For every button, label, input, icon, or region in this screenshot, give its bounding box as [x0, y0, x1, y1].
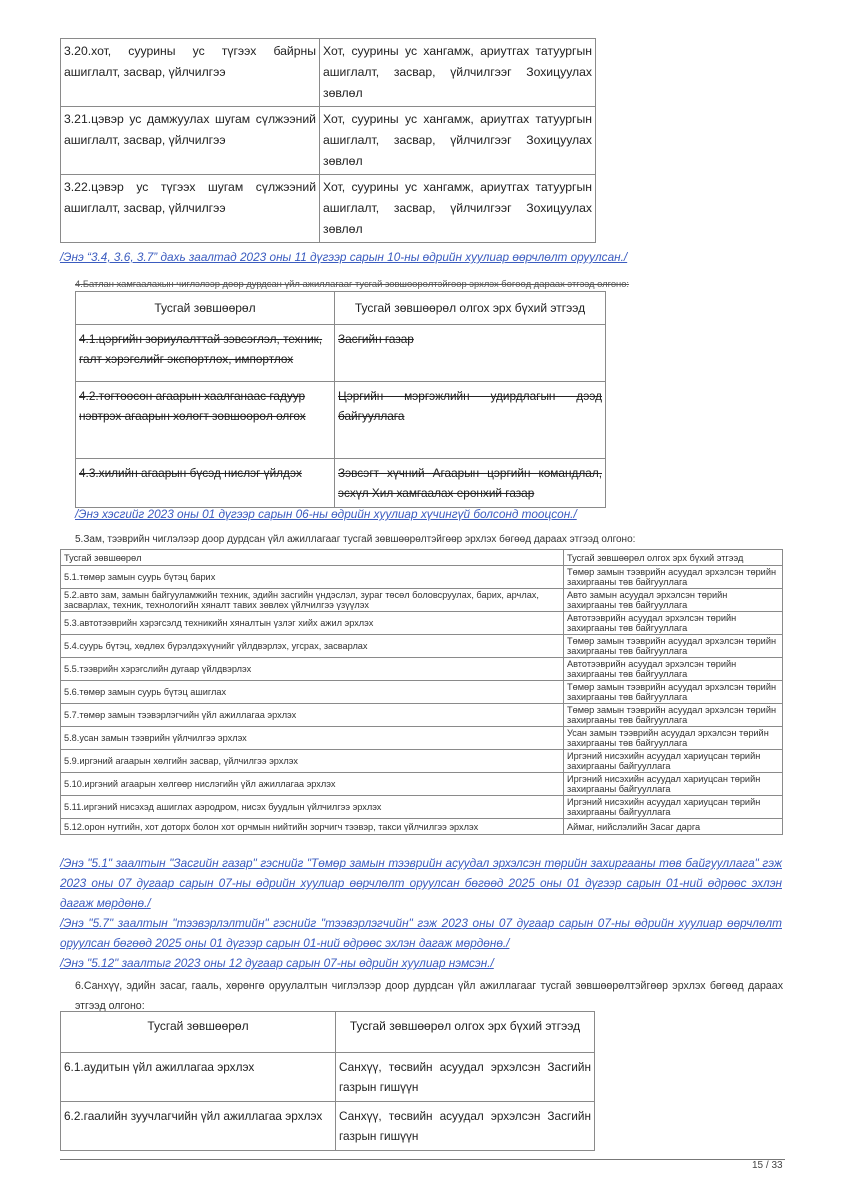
table-header-row — [61, 550, 783, 566]
section5-notes — [60, 853, 782, 973]
authority-cell: Иргэний нисэхийн асуудал хариуцсан төрийн захиргааны байгууллага — [564, 773, 783, 796]
table-row — [61, 1102, 595, 1151]
table-row — [76, 382, 606, 459]
table-row — [76, 459, 606, 508]
permit-cell: 5.10.иргэний агаарын хөлгөөр нислэгийн үйл ажиллагаа эрхлэх — [61, 773, 564, 796]
authority-cell: Төмөр замын тээврийн асуудал эрхэлсэн төрийн захиргааны төв байгууллага — [564, 704, 783, 727]
permit-cell: 6.1.аудитын үйл ажиллагаа эрхлэх — [61, 1053, 336, 1102]
table-row — [61, 819, 783, 835]
authority-cell: Төмөр замын тээврийн асуудал эрхэлсэн төрийн захиргааны төв байгууллага — [564, 635, 783, 658]
page-number: 15 / 33 — [752, 1160, 783, 1171]
section3-table — [60, 38, 596, 243]
table-row — [76, 325, 606, 382]
authority-cell: Хот, суурины ус хангамж, ариутгах татуургын ашиглалт, засвар, үйлчилгээг Зохицуулах зөвлөл — [320, 175, 596, 243]
column-header-authority: Тусгай зөвшөөрөл олгох эрх бүхий этгээд — [564, 550, 783, 566]
authority-cell: Иргэний нисэхийн асуудал хариуцсан төрийн захиргааны байгууллага — [564, 750, 783, 773]
authority-cell: Иргэний нисэхийн асуудал хариуцсан төрийн захиргааны байгууллага — [564, 796, 783, 819]
table-row — [61, 39, 596, 107]
permit-cell: 5.12.орон нутгийн, хот доторх болон хот орчмын нийтийн зорчигч тээвэр, такси үйлчилгээ эрхлэх — [61, 819, 564, 835]
permit-cell: 3.21.цэвэр ус дамжуулах шугам сүлжээний ашиглалт, засвар, үйлчилгээ — [61, 107, 320, 175]
permit-cell: 6.2.гаалийн зуучлагчийн үйл ажиллагаа эрхлэх — [61, 1102, 336, 1151]
permit-cell: 5.1.төмөр замын суурь бүтэц барих — [61, 566, 564, 589]
section4-intro: 4.Батлан хамгаалахын чиглэлээр доор дурдсан үйл ажиллагааг тусгай зөвшөөрөлтэйгөөр эрхлэх бөгөөд дараах этгээд олгоно: — [75, 278, 630, 289]
table-row — [61, 727, 783, 750]
table-row — [61, 566, 783, 589]
authority-cell: Хот, суурины ус хангамж, ариутгах татуургын ашиглалт, засвар, үйлчилгээг Зохицуулах зөвлөл — [320, 107, 596, 175]
section6-table — [60, 1011, 595, 1151]
authority-cell: Хот, суурины ус хангамж, ариутгах татуургын ашиглалт, засвар, үйлчилгээг Зохицуулах зөвлөл — [320, 39, 596, 107]
table-row — [61, 175, 596, 243]
permit-cell: 5.6.төмөр замын суурь бүтэц ашиглах — [61, 681, 564, 704]
permit-cell: 4.3.хилийн агаарын бүсэд нислэг үйлдэх — [76, 459, 335, 508]
authority-cell: Усан замын тээврийн асуудал эрхэлсэн төрийн захиргааны төв байгууллага — [564, 727, 783, 750]
permit-cell: 5.2.авто зам, замын байгууламжийн техник, эдийн засгийн үндэслэл, зураг төсөл боловсруулах, барих, арчлах, засварлах, техник, технологийн хяналт тавих зөвлөх үйлчилгээ үзүүлэх — [61, 589, 564, 612]
permit-cell: 4.2.тогтоосон агаарын хаалганаас гадуур нэвтрэх агаарын хөлөгт зөвшөөрөл олгох — [76, 382, 335, 459]
section5-table — [60, 549, 783, 835]
footer-divider — [60, 1159, 785, 1160]
authority-cell: Автотээврийн асуудал эрхэлсэн төрийн захиргааны төв байгууллага — [564, 612, 783, 635]
section4-table — [75, 291, 606, 508]
table-row — [61, 796, 783, 819]
column-header-authority: Тусгай зөвшөөрөл олгох эрх бүхий этгээд — [335, 292, 606, 325]
permit-cell: 5.8.усан замын тээврийн үйлчилгээ эрхлэх — [61, 727, 564, 750]
table-row — [61, 589, 783, 612]
permit-cell: 5.7.төмөр замын тээвэрлэгчийн үйл ажиллагаа эрхлэх — [61, 704, 564, 727]
permit-cell: 5.5.тээврийн хэрэгслийн дугаар үйлдвэрлэх — [61, 658, 564, 681]
table-header-row — [61, 1012, 595, 1053]
authority-cell: Зэвсэгт хүчний Агаарын цэргийн командлал, эсхүл Хил хамгаалах ерөнхий газар — [335, 459, 606, 508]
authority-cell: Авто замын асуудал эрхэлсэн төрийн захиргааны төв байгууллага — [564, 589, 783, 612]
authority-cell: Цэргийн мэргэжлийн удирдлагын дээд байгууллага — [335, 382, 606, 459]
authority-cell: Аймаг, нийслэлийн Засаг дарга — [564, 819, 783, 835]
column-header-permit: Тусгай зөвшөөрөл — [76, 292, 335, 325]
permit-cell: 5.11.иргэний нисэхэд ашиглах аэродром, нисэх буудлын үйлчилгээ эрхлэх — [61, 796, 564, 819]
table-row — [61, 681, 783, 704]
amendment-note-link[interactable]: /Энэ "5.1" заалтын "Засгийн газар" гэснийг "Төмөр замын тээврийн асуудал эрхэлсэн төрийн захиргааны төв байгууллага" гэж 2023 оны 07 дугаар сарын 07-ны өдрийн хуулиар өөрчлөлт оруулсан бөгөөд 2025 оны 01 дүгээр сарын 01-ний өдрөөс эхлэн дагаж мөрдөнө./ — [60, 856, 782, 910]
permit-cell: 3.22.цэвэр ус түгээх шугам сүлжээний ашиглалт, засвар, үйлчилгээ — [61, 175, 320, 243]
permit-cell: 5.4.суурь бүтэц, хөдлөх бүрэлдэхүүнийг үйлдвэрлэх, угсрах, засварлах — [61, 635, 564, 658]
table-row — [61, 1053, 595, 1102]
authority-cell: Төмөр замын тээврийн асуудал эрхэлсэн төрийн захиргааны төв байгууллага — [564, 681, 783, 704]
column-header-permit: Тусгай зөвшөөрөл — [61, 550, 564, 566]
permit-cell: 4.1.цэргийн зориулалттай зэвсэглэл, техник, галт хэрэгслийг экспортлох, импортлох — [76, 325, 335, 382]
authority-cell: Төмөр замын тээврийн асуудал эрхэлсэн төрийн захиргааны төв байгууллага — [564, 566, 783, 589]
table-row — [61, 635, 783, 658]
amendment-note-link[interactable]: /Энэ “3.4, 3.6, 3.7” дахь заалтад 2023 оны 11 дүгээр сарын 10-ны өдрийн хуулиар өөрчлөлт оруулсан./ — [60, 250, 628, 264]
authority-cell: Засгийн газар — [335, 325, 606, 382]
authority-cell: Санхүү, төсвийн асуудал эрхэлсэн Засгийн газрын гишүүн — [336, 1053, 595, 1102]
permit-cell: 5.3.автотээврийн хэрэгсэлд техникийн хяналтын үзлэг хийх ажил эрхлэх — [61, 612, 564, 635]
amendment-note-link[interactable]: /Энэ "5.7" заалтын "тээвэрлэлтийн" гэснийг "тээвэрлэгчийн" гэж 2023 оны 07 дугаар сарын 07-ны өдрийн хуулиар өөрчлөлт оруулсан бөгөөд 2025 оны 01 дүгээр сарын 01-ний өдрөөс эхлэн дагаж мөрдөнө./ — [60, 916, 782, 950]
authority-cell: Автотээврийн асуудал эрхэлсэн төрийн захиргааны төв байгууллага — [564, 658, 783, 681]
column-header-authority: Тусгай зөвшөөрөл олгох эрх бүхий этгээд — [336, 1012, 595, 1053]
section5-intro: 5.Зам, тээврийн чиглэлээр доор дурдсан үйл ажиллагааг тусгай зөвшөөрөлтэйгөөр эрхлэх бөгөөд дараах этгээд олгоно: — [75, 534, 636, 545]
authority-cell: Санхүү, төсвийн асуудал эрхэлсэн Засгийн газрын гишүүн — [336, 1102, 595, 1151]
table-row — [61, 658, 783, 681]
table-row — [61, 704, 783, 727]
table-row — [61, 107, 596, 175]
column-header-permit: Тусгай зөвшөөрөл — [61, 1012, 336, 1053]
table-header-row — [76, 292, 606, 325]
table-row — [61, 773, 783, 796]
amendment-note-link[interactable]: /Энэ "5.12" заалтыг 2023 оны 12 дугаар сарын 07-ны өдрийн хуулиар нэмсэн./ — [60, 956, 494, 970]
repeal-note-link[interactable]: /Энэ хэсгийг 2023 оны 01 дүгээр сарын 06-ны өдрийн хуулиар хүчингүй болсонд тооцсон./ — [75, 507, 577, 521]
permit-cell: 5.9.иргэний агаарын хөлгийн засвар, үйлчилгээ эрхлэх — [61, 750, 564, 773]
table-row — [61, 612, 783, 635]
section6-intro: 6.Санхүү, эдийн засаг, гааль, хөрөнгө оруулалтын чиглэлээр доор дурдсан үйл ажиллагааг тусгай зөвшөөрөлтэйгөөр эрхлэх бөгөөд дараах этгээд олгоно: — [75, 980, 783, 1012]
permit-cell: 3.20.хот, суурины ус түгээх байрны ашиглалт, засвар, үйлчилгээ — [61, 39, 320, 107]
table-row — [61, 750, 783, 773]
